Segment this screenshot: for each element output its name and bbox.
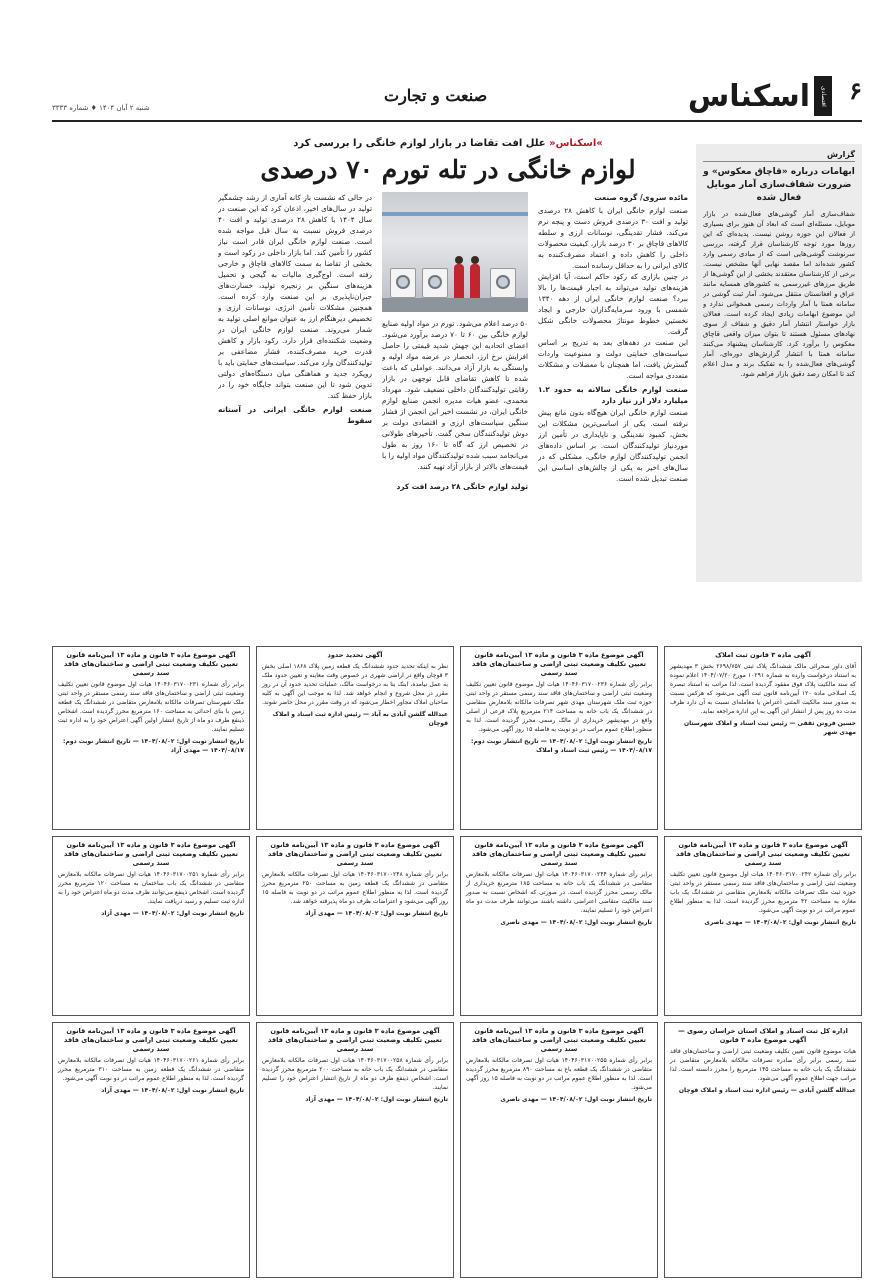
legal-notices [52, 646, 862, 1278]
article-kicker [208, 138, 688, 149]
article-column-center [382, 192, 528, 612]
notice-signature: تاریخ انتشار نوبت اول: ۱۴۰۴/۰۸/۰۲ — مهدی ناصری [500, 1096, 652, 1103]
notice-text: برابر رأی شماره ۱۴۰۴۶۰۳۱۷۰۰۲۴۴ هیات اول تصرفات مالکانه بلامعارض متقاضی در ششدانگ یک باب خانه به مساحت ۱۸۵ مترمربع خریداری از مالک رسمی محرز گردیده است. در صورتی که اشخاص نسبت به صدور سند مالکیت متقاضی اعتراضی داشته باشند می‌توانند ظرف مدت دو ماه اعتراض خود را تسلیم نمایند. [466, 871, 653, 914]
report-tag: گزارش [703, 150, 855, 162]
brand-logo [687, 74, 832, 118]
notice-box [460, 646, 658, 830]
article-column-right [538, 192, 688, 612]
notice-signature: حسین فروتن ثقفی — رئیس ثبت اسناد و املاک شهرستان مهدی شهر [683, 720, 856, 736]
notice-box [460, 1022, 658, 1278]
report-title: ابهامات درباره «قاچاق معکوس» و ضرورت شفاف‌سازی آمار موبایل فعال شده [703, 167, 855, 203]
article-paragraph: صنعت لوازم خانگی ایران با کاهش ۲۸ درصدی تولید و افت ۳۰ درصدی فروش دست و پنجه نرم می‌کند. فشار تقدینگی، نوسانات ارزی و سلطه کالاهای قاچاق بر ۳۰ درصد بازار، کیفیت محصولات داخلی را کاهش داده و اعتماد مصرف‌کننده به کالای ایرانی را به حداقل رسانده است. [538, 206, 688, 270]
notice-signature: تاریخ انتشار نوبت اول: ۱۴۰۴/۰۸/۰۲ — مهدی آزاد [305, 1096, 448, 1103]
article-paragraph: صنعت لوازم خانگی ایران هیچ‌گاه بدون مانع پیش نرفته است. یکی از اساسی‌ترین مشکلات این بخش، کمبود نقدینگی و ناپایداری در تأمین ارز موردنیاز تولیدکنندگان است. بر اساس داده‌های انجمن تولیدکنندگان لوازم خانگی، مشکلی که در سال‌های اخیر به یکی از چالش‌های اساسی این صنعت تبدیل شده است. [538, 408, 688, 483]
notice-text: برابر رأی شماره ۱۴۰۴۶۰۳۱۷۰۰۲۵۱ هیات اول تصرفات مالکانه بلامعارض متقاضی در ششدانگ یک باب ساختمان به مساحت ۱۲۰ مترمربع محرز گردیده است. اشخاص ذینفع می‌توانند ظرف مدت دو ماه اعتراض خود را به اداره ثبت تسلیم و رسید دریافت نمایند. [58, 871, 244, 905]
article-subhead: صنعت لوازم خانگی سالانه به حدود ۱.۲ میلیارد دلار ارز نیاز دارد [538, 385, 688, 405]
notice-signature: تاریخ انتشار نوبت اول: ۱۴۰۴/۰۸/۰۲ — تاریخ انتشار نوبت دوم: ۱۴۰۴/۰۸/۱۷ — رئیس ثبت اسناد و املاک [471, 738, 652, 754]
kicker-text: علل افت تقاضا در بازار لوازم خانگی را بررسی کرد [293, 138, 546, 149]
notice-text: برابر رأی شماره ۱۴۰۴۶۰۳۱۷۰۰۲۶۱ هیات اول تصرفات مالکانه بلامعارض متقاضی در ششدانگ یک قطعه زمین به مساحت ۳۱۰ مترمربع محرز گردیده است. لذا به منظور اطلاع عموم مراتب در دو نوبت آگهی می‌شود. [58, 1057, 244, 1082]
notice-signature: تاریخ انتشار نوبت اول: ۱۴۰۴/۰۸/۰۲ — مهدی آزاد [101, 910, 244, 917]
notice-title: آگهی موضوع ماده ۳ قانون و ماده ۱۳ آیین‌نامه قانون تعیین تکلیف وضعیت ثبتی اراضی و ساختمان‌های فاقد سند رسمی [268, 1027, 442, 1053]
notice-text: برابر رأی شماره ۱۴۰۴۶۰۳۱۷۰۰۲۴۲ هیات اول موضوع قانون تعیین تکلیف وضعیت ثبتی اراضی و ساختمان‌های فاقد سند رسمی مستقر در واحد ثبتی حوزه ثبت ملک تصرفات مالکانه بلامعارض متقاضی در ششدانگ یک باب مغازه به مساحت ۴۲ مترمربع محرز گردیده است. لذا به منظور اطلاع عموم مراتب در دو نوبت آگهی می‌شود. [670, 871, 856, 914]
notice-title: اداره کل ثبت اسناد و املاک استان خراسان رضوی — آگهی موضوع ماده ۳ قانون [678, 1027, 848, 1044]
notice-text: نظر به اینکه تحدید حدود ششدانگ یک قطعه زمین پلاک ۱۸۶۸ اصلی بخش ۳ قوچان واقع در اراضی شهری در خصوص وقت معاینه و تعیین حدود ملک به عمل نیامده، اینک بنا به درخواست مالک، عملیات تحدید حدود آن در روز مقرر در محل شروع و انجام خواهد شد. لذا به موجب این آگهی به کلیه صاحبان املاک مجاور اخطار می‌شود که در وقت مقرر در محل حاضر شوند. [262, 663, 449, 706]
notice-text: برابر رأی شماره ۱۴۰۴۶۰۳۱۷۰۰۲۴۸ هیات اول تصرفات مالکانه بلامعارض متقاضی در ششدانگ یک قطعه زمین به مساحت ۲۵۰ مترمربع محرز گردیده است. لذا به منظور اطلاع عموم مراتب در دو نوبت به فاصله ۱۵ روز آگهی می‌شود و اعتراضات ظرف دو ماه پذیرفته خواهد شد. [262, 871, 448, 905]
notice-box [256, 836, 454, 1016]
notice-box [52, 646, 250, 830]
notice-signature: تاریخ انتشار نوبت اول: ۱۴۰۴/۰۸/۰۲ — تاریخ انتشار نوبت دوم: ۱۴۰۴/۰۸/۱۷ — مهدی آزاد [63, 738, 244, 754]
notice-title: آگهی موضوع ماده ۳ قانون و ماده ۱۳ آیین‌نامه قانون تعیین تکلیف وضعیت ثبتی اراضی و ساختمان‌های فاقد سند رسمی [64, 1027, 238, 1053]
notice-box [256, 1022, 454, 1278]
brand-name: اسکناس [687, 78, 810, 114]
notice-title: آگهی تحدید حدود [327, 651, 383, 659]
notice-box [664, 1022, 862, 1278]
issue-date: شنبه ۲ آبان ۱۴۰۴ ♦ شماره ۳۳۳۳ [52, 104, 150, 112]
article-byline: مائده سروی/ گروه صنعت [594, 193, 688, 202]
notice-signature: عبدالله گلشن آبادی — رئیس اداره ثبت اسناد و املاک قوچان [678, 1087, 856, 1094]
notice-box [664, 836, 862, 1016]
notice-text: برابر رأی شماره ۱۴۰۴۶۰۳۱۷۰۰۲۳۶ هیات اول موضوع قانون تعیین تکلیف وضعیت ثبتی اراضی و ساختمان‌های فاقد سند رسمی مستقر در واحد ثبتی حوزه ثبت ملک شهرستان مهدی شهر تصرفات مالکانه بلامعارض متقاضی در ششدانگ یک باب خانه به مساحت ۲۱۴ مترمربع پلاک فرعی از اصلی واقع در مهدیشهر خریداری از مالک رسمی محرز گردیده است. لذا به منظور اطلاع عموم مراتب در دو نوبت به فاصله ۱۵ روز آگهی می‌شود. [466, 681, 652, 733]
notice-signature: تاریخ انتشار نوبت اول: ۱۴۰۴/۰۸/۰۲ — مهدی ناصری [704, 919, 856, 926]
notice-text: برابر رأی شماره ۱۴۰۴۶۰۳۱۷۰۰۲۵۵ هیات اول تصرفات مالکانه بلامعارض متقاضی در ششدانگ یک قطعه باغ به مساحت ۸۹۰ مترمربع محرز گردیده است. لذا به منظور اطلاع عموم مراتب در دو نوبت به فاصله ۱۵ روز آگهی می‌شود. [466, 1057, 652, 1091]
page-number: ۶ [849, 76, 862, 105]
notice-signature: عبدالله گلشن آبادی به آباد — رئیس اداره ثبت اسناد و املاک قوچان [272, 711, 448, 727]
article-subhead: صنعت لوازم خانگی ایرانی در آستانه سقوط [218, 405, 372, 425]
notice-text: برابر رأی شماره ۱۴۰۴۶۰۳۱۷۰۰۲۵۸ هیات اول تصرفات مالکانه بلامعارض متقاضی در ششدانگ یک باب خانه به مساحت ۲۰۰ مترمربع محرز گردیده است. اشخاص ذینفع ظرف دو ماه از تاریخ انتشار اعتراض خود را تسلیم نمایند. [262, 1057, 448, 1091]
notice-title: آگهی موضوع ماده ۳ قانون و ماده ۱۳ آیین‌نامه قانون تعیین تکلیف وضعیت ثبتی اراضی و ساختمان‌های فاقد سند رسمی [472, 841, 646, 867]
notice-title: آگهی موضوع ماده ۳ قانون و ماده ۱۳ آیین‌نامه قانون تعیین تکلیف وضعیت ثبتی اراضی و ساختمان‌های فاقد سند رسمی [64, 841, 238, 867]
article-paragraph: در حالی که نشست باز کانه آماری از رشد چشمگیر تولید در سال‌های اخیر، اذعان کرد که این صنعت در سال ۱۴۰۴ با کاهش ۲۸ درصدی تولید و افت ۴۰ درصدی فروش نسبت به سال قبل مواجه شده است. صنعت لوازم خانگی ایران قادر است نیاز کشور را تأمین کند. اما بازار داخلی در رکود است و بخشی از تقاضا به سمت کالاهای قاچاق و خارجی رفته است. اوج‌گیری مالیات به گیجی و تحمیل هزینه‌های سنگین بر زنجیره تولید، خسارت‌های جبران‌ناپذیری بر این صنعت وارد کرده است. همچنین مشکلات تأمین انرژی، نوسانات ارزی و تخصیص دیرهنگام ارز به عنوان موانع اصلی تولید به شمار می‌روند. صنعت لوازم خانگی ایران در وضعیت شکننده‌ای قرار دارد. رکود بازار و کاهش قدرت خرید مصرف‌کننده، فشار مضاعفی بر تولیدکنندگان وارد می‌کند. سیاست‌های حمایتی باید با رویکرد جدید و هماهنگی میان دستگاه‌های دولتی تدوین شود تا این صنعت بتواند جایگاه خود را در بازار حفظ کند. [218, 193, 372, 400]
notice-text: برابر رأی شماره ۱۴۰۴۶۰۳۱۷۰۰۲۳۱ هیات اول موضوع قانون تعیین تکلیف وضعیت ثبتی اراضی و ساختمان‌های فاقد سند رسمی مستقر در واحد ثبتی ملک شهرستان تصرفات مالکانه بلامعارض متقاضی در ششدانگ یک قطعه زمین با بنای احداثی به مساحت ۱۶۰ مترمربع محرز گردیده است. اشخاص ذینفع ظرف دو ماه از تاریخ انتشار اولین آگهی اعتراض خود را به اداره ثبت تسلیم نمایند. [58, 681, 244, 733]
factory-photo [382, 192, 528, 312]
notice-signature: تاریخ انتشار نوبت اول: ۱۴۰۴/۰۸/۰۲ — مهدی آزاد [101, 1087, 244, 1094]
notice-text: آقای داور صحرائی مالک ششدانگ پلاک ثبتی ۲۶۹۸/۷۵۷ بخش ۳ مهدیشهر به استناد درخواست وارده به شماره ۱۰۲۹۱ مورخ ۱۴۰۴/۰۷/۲۰ اعلام نموده که سند مالکیت پلاک فوق مفقود گردیده است. لذا مراتب به استناد تبصره یک اصلاحی ماده ۱۲۰ آیین‌نامه قانون ثبت آگهی می‌شود که هرکس نسبت به صدور سند مالکیت المثنی اعتراض یا معامله‌ای نسبت به آن دارد ظرف مدت ده روز پس از انتشار این آگهی به این اداره مراجعه نماید. [670, 663, 857, 715]
article-body [208, 192, 688, 612]
notice-box [256, 646, 454, 830]
section-title: صنعت و تجارت [384, 86, 488, 105]
article-paragraph: این صنعت در دهه‌های بعد به تدریج بر اساس سیاست‌های حمایتی دولت و ممنوعیت واردات گسترش یافت، اما همچنان با معضلات و مشکلات متعددی مواجه است. [538, 338, 688, 380]
notice-title: آگهی موضوع ماده ۳ قانون و ماده ۱۳ آیین‌نامه قانون تعیین تکلیف وضعیت ثبتی اراضی و ساختمان‌های فاقد سند رسمی [472, 1027, 646, 1053]
report-body: شفاف‌سازی آمار گوشی‌های فعال‌شده در بازار موبایل، مسئله‌ای است که ابعاد آن هنوز برای بسیاری از فعالان این حوزه روشن نیست. پدیده‌ای که این روزها مورد توجه کارشناسان قرار گرفته، بررسی سرنوشت گوشی‌هایی است که از مبادی رسمی وارد کشور شده‌اند اما مقصد نهایی آنها مشخص نیست. برخی از کارشناسان معتقدند بخشی از این گوشی‌ها از طریق مرزهای غیررسمی به کشورهای همسایه مانند عراق و افغانستان منتقل می‌شود. آمار ثبت گوشی در سامانه همتا با آمار واردات رسمی همخوانی ندارد و این موضوع ابهامات زیادی ایجاد کرده است. فعالان بازار خواستار انتشار آمار دقیق و شفاف از سوی نهادهای مسئول هستند تا بتوان میزان واقعی قاچاق معکوس را برآورد کرد. کارشناسان پیشنهاد می‌کنند سامانه همتا با انتشار گزارش‌های دوره‌ای، آمار گوشی‌های فعال‌شده را به تفکیک برند و مدل اعلام کند تا امکان رصد دقیق بازار فراهم شود. [703, 210, 855, 378]
article-paragraph: ۵۰ درصد اعلام می‌شود. تورم در مواد اولیه صنایع لوازم خانگی بین ۶۰ تا ۷۰ درصد برآورد می‌شود. اعضای اتحادیه این جهش شدید قیمتی را حاصل افزایش نرخ ارز، انحصار در عرضه مواد اولیه و وابستگی به بازار آزاد می‌دانند. عواملی که باعث شده تا کاهش تقاضای قابل توجهی در بازار رقابتی تولیدکنندگان داخلی تضعیف شود. مهرداد محمدی، عضو هیات مدیره انجمن صنایع لوازم خانگی ایران، در نشست اخیر این انجمن از فشار سنگین سیاست‌های ارزی و اقتصادی دولت بر دوش تولیدکنندگان سخن گفت. تأخیرهای طولانی در تخصیص ارز که گاه تا ۱۶۰ روز به طول می‌انجامد سبب شده تولیدکنندگان مواد اولیه را با قیمت‌های بالاتر از بازار آزاد تهیه کنند. [382, 319, 528, 471]
notice-title: آگهی موضوع ماده ۳ قانون و ماده ۱۳ آیین‌نامه قانون تعیین تکلیف وضعیت ثبتی اراضی و ساختمان‌های فاقد سند رسمی [472, 651, 646, 677]
article-subhead: تولید لوازم خانگی ۲۸ درصد افت کرد [396, 482, 528, 491]
kicker-brand: »اسکناس« [549, 138, 603, 149]
notice-box [664, 646, 862, 830]
notice-text: هیات موضوع قانون تعیین تکلیف وضعیت ثبتی اراضی و ساختمان‌های فاقد سند رسمی برابر رأی صادره تصرفات مالکانه بلامعارض متقاضی در ششدانگ یک باب خانه به مساحت ۱۴۵ مترمربع را محرز دانسته است. لذا مراتب جهت اطلاع عموم آگهی می‌شود. [670, 1048, 856, 1082]
article-headline: لوازم خانگی در تله تورم ۷۰ درصدی [260, 155, 636, 184]
notice-signature: تاریخ انتشار نوبت اول: ۱۴۰۴/۰۸/۰۲ — مهدی آزاد [305, 910, 448, 917]
brand-tag: اقتصادی [814, 76, 832, 116]
notice-box [52, 1022, 250, 1278]
notice-title: آگهی موضوع ماده ۳ قانون و ماده ۱۳ آیین‌نامه قانون تعیین تکلیف وضعیت ثبتی اراضی و ساختمان‌های فاقد سند رسمی [268, 841, 442, 867]
article-paragraph: در چنین بازاری که رکود حاکم است، آیا افزایش هزینه‌های تولید می‌تواند به اجبار قیمت‌ها را بالا ببرد؟ صنعت لوازم خانگی ایران از دهه ۱۳۴۰ شمسی با ورود سرمایه‌گذاران خارجی و ایجاد نخستین خطوط مونتاژ محصولات خانگی شکل گرفت. [538, 272, 688, 336]
main-article [208, 138, 688, 636]
article-column-left [218, 192, 372, 612]
notice-box [52, 836, 250, 1016]
notice-box [460, 836, 658, 1016]
side-report [696, 144, 862, 582]
masthead [52, 74, 862, 122]
notice-signature: تاریخ انتشار نوبت اول: ۱۴۰۴/۰۸/۰۲ — مهدی ناصری [500, 919, 652, 926]
notice-title: آگهی موضوع ماده ۳ قانون و ماده ۱۳ آیین‌نامه قانون تعیین تکلیف وضعیت ثبتی اراضی و ساختمان‌های فاقد سند رسمی [64, 651, 238, 677]
notice-title: آگهی ماده ۳ قانون ثبت املاک [715, 651, 811, 659]
notice-title: آگهی موضوع ماده ۳ قانون و ماده ۱۳ آیین‌نامه قانون تعیین تکلیف وضعیت ثبتی اراضی و ساختمان‌های فاقد سند رسمی [676, 841, 850, 867]
